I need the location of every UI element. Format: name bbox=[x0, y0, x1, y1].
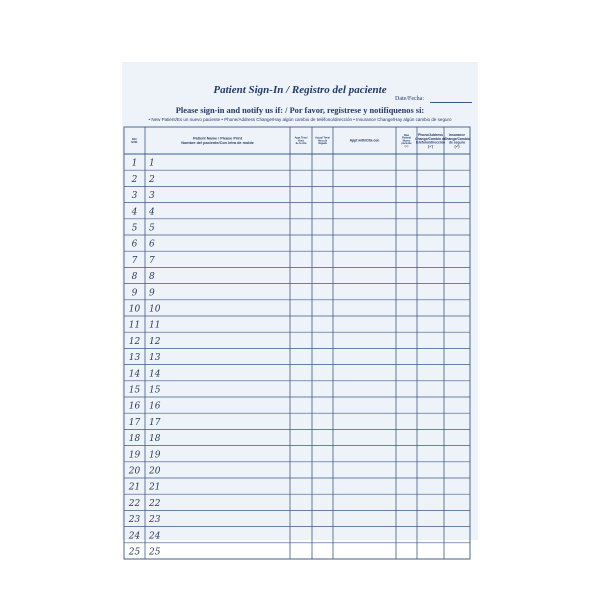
row-number: 15 bbox=[128, 385, 141, 396]
column-header: Hora de bbox=[317, 139, 328, 143]
column-header: Change/Cambio bbox=[444, 136, 470, 141]
row-number: 3 bbox=[131, 191, 138, 202]
column-header: Patient/ bbox=[401, 136, 412, 140]
patient-name-field[interactable] bbox=[146, 366, 289, 380]
patient-name-field[interactable] bbox=[146, 463, 289, 477]
column-header: de la cita bbox=[295, 142, 307, 146]
patient-name-field[interactable] bbox=[146, 544, 289, 558]
patient-name-field[interactable] bbox=[146, 430, 289, 444]
patient-name-field[interactable] bbox=[146, 252, 289, 266]
column-header: Phone/Address bbox=[418, 132, 443, 137]
column-header: de seguro bbox=[448, 140, 466, 145]
row-number: 2 bbox=[131, 174, 138, 185]
row-number: 5 bbox=[131, 223, 138, 234]
instructions-text: Please sign-in and notify us if: / Por favor, regístrese y notifíquenos si: bbox=[175, 106, 425, 115]
patient-name-field[interactable] bbox=[146, 495, 289, 509]
patient-name-field[interactable] bbox=[146, 414, 289, 428]
row-number: 7 bbox=[131, 255, 138, 266]
row-number: 25 bbox=[128, 547, 141, 558]
column-header: paciente bbox=[401, 142, 412, 146]
patient-name-field[interactable] bbox=[146, 511, 289, 525]
column-header: Actual Time/ bbox=[315, 136, 330, 140]
row-number: 18 bbox=[128, 434, 141, 445]
row-number: 13 bbox=[128, 353, 141, 364]
patient-name-field[interactable] bbox=[146, 220, 289, 234]
row-number: 8 bbox=[131, 272, 138, 283]
patient-name-field[interactable] bbox=[146, 317, 289, 331]
patient-name-field[interactable] bbox=[146, 268, 289, 282]
column-header: (✓) bbox=[404, 144, 409, 148]
row-number: 10 bbox=[128, 304, 141, 315]
column-header: (✓) bbox=[454, 144, 460, 149]
row-number: 19 bbox=[128, 450, 141, 461]
column-header: teléfono/dirección bbox=[415, 140, 446, 145]
patient-name-field[interactable] bbox=[146, 479, 289, 493]
row-number: 20 bbox=[128, 466, 141, 477]
patient-name-field[interactable] bbox=[146, 382, 289, 396]
patient-name-field[interactable] bbox=[146, 398, 289, 412]
row-number: 22 bbox=[128, 498, 141, 509]
row-number: 16 bbox=[128, 401, 141, 412]
notify-options-text: • New Patient/Es un nuevo paciente • Phone/Address Change/Hay algún cambio de teléfono/dirección • Insurance Change/Hay algún cambio de seguro bbox=[148, 117, 452, 122]
row-number: 23 bbox=[128, 515, 141, 526]
row-number: 4 bbox=[131, 207, 138, 218]
row-number: 6 bbox=[131, 239, 138, 250]
column-header: Appt with/Cita con bbox=[349, 138, 380, 143]
patient-name-field[interactable] bbox=[146, 236, 289, 250]
column-header: Patient Name / Please Print bbox=[193, 136, 242, 141]
column-header: NO./ bbox=[131, 137, 138, 141]
row-number: 9 bbox=[131, 288, 138, 299]
patient-name-field[interactable] bbox=[146, 349, 289, 363]
patient-name-field[interactable] bbox=[146, 333, 289, 347]
patient-name-field[interactable] bbox=[146, 155, 289, 169]
column-header: Nombre del paciente/Con letra de molde bbox=[181, 140, 254, 145]
column-header: llegada bbox=[318, 142, 327, 146]
column-header: New bbox=[403, 133, 410, 137]
patient-name-field[interactable] bbox=[146, 528, 289, 542]
row-number: 12 bbox=[128, 336, 141, 347]
patient-name-field[interactable] bbox=[146, 204, 289, 218]
sign-in-table bbox=[122, 62, 478, 558]
row-number: 1 bbox=[131, 158, 138, 169]
row-number: 21 bbox=[128, 482, 141, 493]
row-number: 24 bbox=[128, 531, 141, 542]
column-header: (✓) bbox=[427, 144, 434, 149]
sign-in-sheet bbox=[122, 62, 478, 558]
column-header: Nuevo bbox=[402, 139, 411, 143]
row-number: 11 bbox=[128, 320, 141, 331]
patient-name-field[interactable] bbox=[146, 171, 289, 185]
patient-name-field[interactable] bbox=[146, 301, 289, 315]
column-header: Hora bbox=[298, 139, 304, 143]
row-number: 14 bbox=[128, 369, 141, 380]
patient-name-field[interactable] bbox=[146, 447, 289, 461]
patient-name-field[interactable] bbox=[146, 285, 289, 299]
date-label: Date/Fecha: bbox=[395, 96, 424, 102]
column-header: Change/Cambio de bbox=[415, 136, 446, 141]
form-title: Patient Sign-In / Registro del paciente bbox=[213, 84, 387, 96]
row-number: 17 bbox=[128, 417, 141, 428]
column-header: Insurance bbox=[448, 132, 466, 137]
column-header: Appt Time/ bbox=[294, 136, 308, 140]
column-header: NÚM. bbox=[131, 140, 138, 144]
patient-name-field[interactable] bbox=[146, 187, 289, 201]
